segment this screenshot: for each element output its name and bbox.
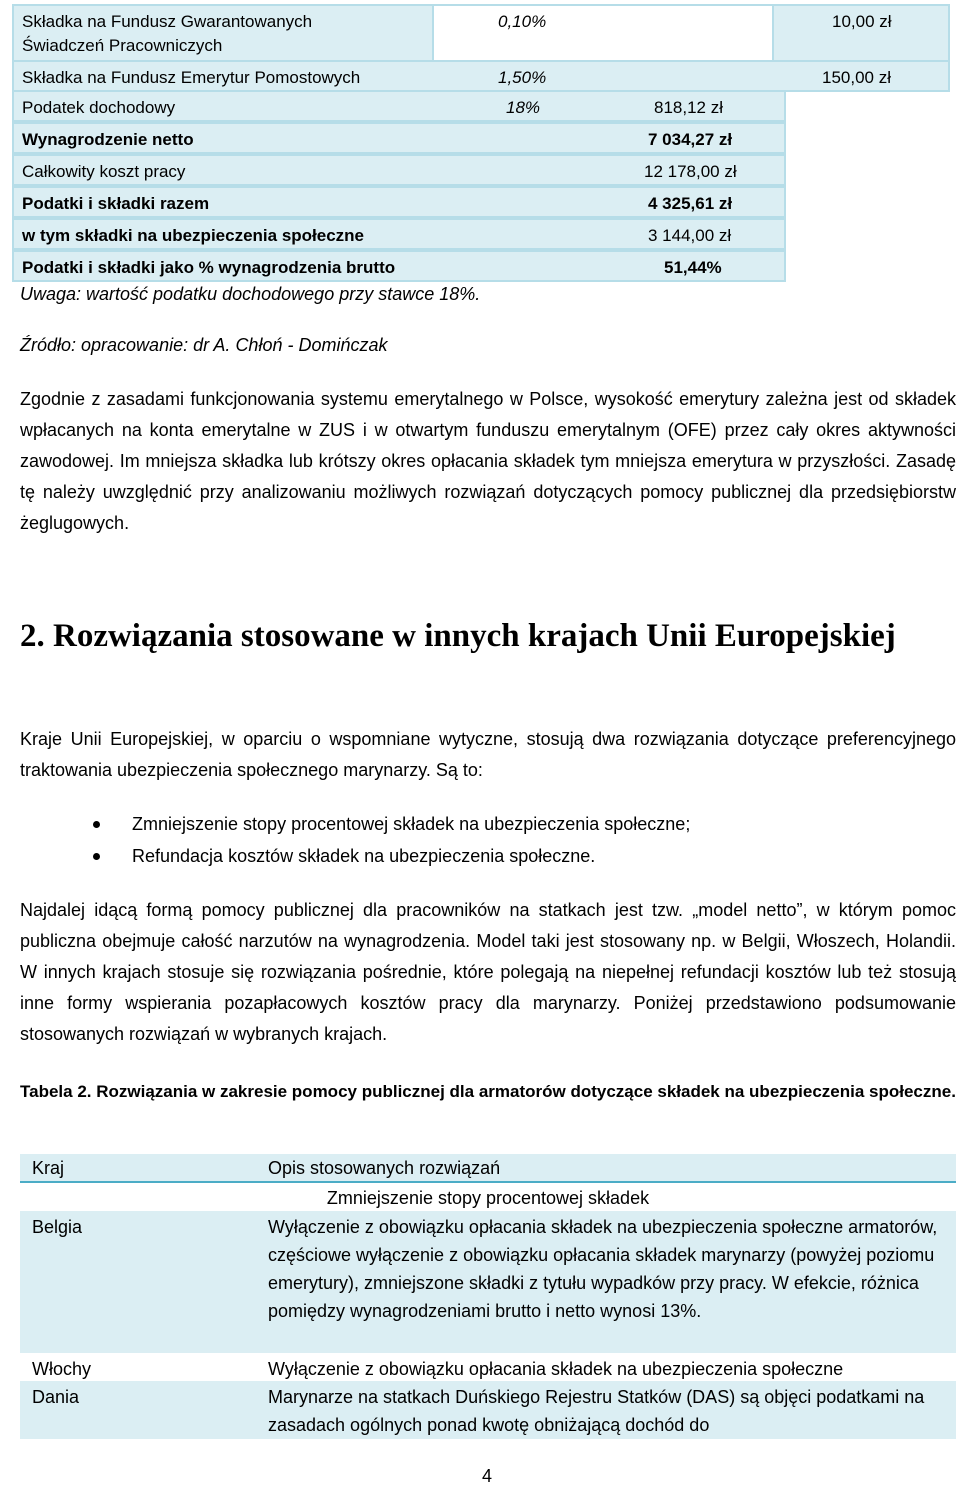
table-row: [12, 60, 950, 92]
table-section-title: Zmniejszenie stopy procentowej składek: [326, 1188, 650, 1208]
table-row: [20, 1381, 956, 1439]
row-rate: 1,50%: [498, 68, 547, 87]
table-row: [12, 250, 786, 282]
tax-note: Uwaga: wartość podatku dochodowego przy stawce 18%.: [20, 284, 481, 304]
row-description: Wyłączenie z obowiązku opłacania składek na ubezpieczenia społeczne: [268, 1359, 844, 1379]
paragraph-pension-system: Zgodnie z zasadami funkcjonowania systemu emerytalnego w Polsce, wysokość emerytury zależna jest od składek wpłacanych na konta emerytalne w ZUS i w otwartym funduszu emerytalnym (OFE) przez cały okres aktywności zawodowej. Im mniejsza składka lub krótszy okres opłacania składek tym mniejsza emerytura w przyszłości. Zasadę tę należy uwzględnić przy analizowaniu możliwych rozwiązań dotyczących pomocy publicznej dla przedsiębiorstw żeglugowych.: [20, 389, 956, 533]
row-amount: 150,00 zł: [822, 68, 891, 87]
row-amount: 3 144,00 zł: [648, 226, 732, 245]
header-description: Opis stosowanych rozwiązań: [268, 1158, 501, 1178]
row-country: Belgia: [32, 1217, 83, 1237]
section-heading: 2. Rozwiązania stosowane w innych krajach Unii Europejskiej: [20, 618, 896, 654]
page-number: 4: [481, 1466, 492, 1486]
table-row: [12, 122, 786, 154]
paragraph-eu-solutions: Kraje Unii Europejskiej, w oparciu o wspomniane wytyczne, stosują dwa rozwiązania dotyczące preferencyjnego traktowania ubezpieczenia społecznego marynarzy. Są to:: [20, 729, 956, 780]
row-amount: 51,44%: [664, 258, 722, 277]
row-label: Składka na Fundusz Gwarantowanych Świadczeń Pracowniczych: [22, 12, 313, 55]
row-amount: 10,00 zł: [832, 12, 892, 31]
table-row: [20, 1353, 956, 1381]
table-row: [12, 154, 786, 186]
table-row: [12, 90, 786, 122]
row-label: Wynagrodzenie netto: [22, 130, 194, 149]
row-amount: 12 178,00 zł: [644, 162, 737, 181]
table-row: [12, 218, 786, 250]
row-label: Składka na Fundusz Emerytur Pomostowych: [22, 68, 361, 87]
row-label: Podatek dochodowy: [22, 98, 176, 117]
row-rate: 18%: [506, 98, 541, 117]
table-caption: Tabela 2. Rozwiązania w zakresie pomocy publicznej dla armatorów dotyczące składek na ubezpieczenia społeczne.: [20, 1082, 956, 1101]
bullet-icon: [93, 853, 100, 860]
row-description: Wyłączenie z obowiązku opłacania składek na ubezpieczenia społeczne armatorów, częściowe wyłączenie z obowiązku opłacania składek marynarzy (powyżej poziomu emerytury), zmniejszone składki z tytułu wypadków przy pracy. W efekcie, różnica pomiędzy wynagrodzeniami brutto i netto wynosi 13%.: [268, 1217, 938, 1321]
row-amount: 818,12 zł: [654, 98, 723, 117]
table-row: [12, 186, 786, 218]
row-label: w tym składki na ubezpieczenia społeczne: [22, 226, 365, 245]
table-row: [12, 4, 950, 62]
row-country: Włochy: [32, 1359, 92, 1379]
row-amount: 7 034,27 zł: [648, 130, 733, 149]
row-rate: 0,10%: [498, 12, 547, 31]
row-description: Marynarze na statkach Duńskiego Rejestru Statków (DAS) są objęci podatkami na zasadach ogólnych ponad kwotę obniżającą dochód do: [268, 1387, 925, 1435]
row-label: Całkowity koszt pracy: [22, 162, 186, 181]
row-amount: 4 325,61 zł: [648, 194, 733, 213]
table-row: [20, 1211, 956, 1353]
row-label: Podatki i składki razem: [22, 194, 210, 213]
row-label: Podatki i składki jako % wynagrodzenia brutto: [22, 258, 396, 277]
table-header: [20, 1154, 956, 1183]
source-note: Źródło: opracowanie: dr A. Chłoń - Domińczak: [20, 335, 388, 355]
header-country: Kraj: [32, 1158, 65, 1178]
paragraph-net-model: Najdalej idącą formą pomocy publicznej dla pracowników na statkach jest tzw. „model netto”, w którym pomoc publiczna obejmuje całość narzutów na wynagrodzenia. Model taki jest stosowany np. w Belgii, Włoszech, Holandii. W innych krajach stosuje się rozwiązania pośrednie, które polegają na niepełnej refundacji kosztów lub też stosują inne formy wspierania pozapłacowych kosztów pracy dla marynarzy. Poniżej przedstawiono podsumowanie stosowanych rozwiązań w wybranych krajach.: [20, 900, 956, 1044]
bullet-icon: [93, 821, 100, 828]
row-country: Dania: [32, 1387, 80, 1407]
